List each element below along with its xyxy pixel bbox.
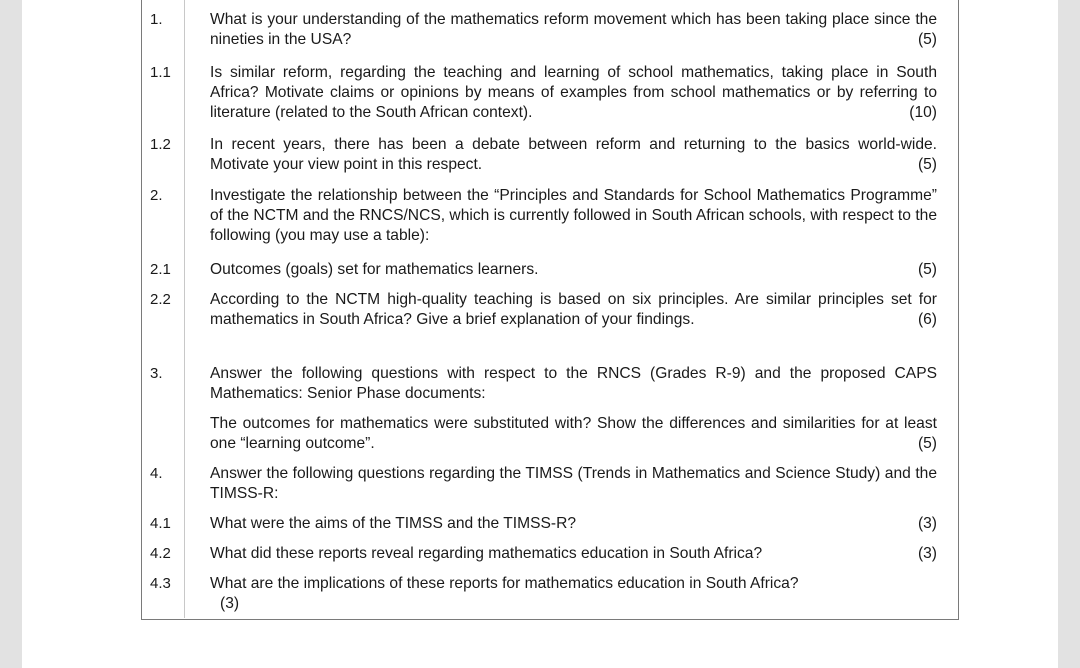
question-number: 4.3 — [150, 575, 171, 592]
question-marks: (3) — [220, 595, 240, 612]
question-number: 1.2 — [150, 136, 171, 153]
column-divider — [184, 0, 185, 618]
question-marks: (5) — [917, 156, 937, 173]
question-marks: (5) — [917, 435, 937, 452]
question-text: The outcomes for mathematics were substituted with? Show the differences and similarities for at least one “learning outcome”. — [210, 415, 937, 452]
question-number: 2.1 — [150, 261, 171, 278]
question-marks: (3) — [917, 545, 937, 562]
question-number: 3. — [150, 365, 163, 382]
question-marks: (5) — [917, 261, 937, 278]
question-number: 1.1 — [150, 64, 171, 81]
question-text: What did these reports reveal regarding mathematics education in South Africa? — [210, 545, 763, 562]
question-text: Answer the following questions regarding the TIMSS (Trends in Mathematics and Science Study) and the TIMSS-R: — [210, 465, 937, 502]
question-text: What is your understanding of the mathematics reform movement which has been taking place since the nineties in the USA? — [210, 11, 937, 48]
question-text: According to the NCTM high-quality teaching is based on six principles. Are similar principles set for mathematics in South Africa? Give a brief explanation of your findings. — [210, 291, 937, 328]
question-number: 4.2 — [150, 545, 171, 562]
question-text: Answer the following questions with respect to the RNCS (Grades R-9) and the proposed CAPS Mathematics: Senior Phase documents: — [210, 365, 937, 402]
question-number: 4. — [150, 465, 163, 482]
question-number: 2. — [150, 187, 163, 204]
question-marks: (3) — [917, 515, 937, 532]
question-table — [141, 0, 959, 620]
question-marks: (10) — [909, 104, 937, 121]
document-page — [22, 0, 1058, 668]
question-text: Investigate the relationship between the “Principles and Standards for School Mathematics Programme” of the NCTM and the RNCS/NCS, which is currently followed in South African schools, with respect to the following (you may use a table): — [210, 187, 937, 244]
question-text: What were the aims of the TIMSS and the TIMSS-R? — [210, 515, 577, 532]
question-marks: (5) — [917, 31, 937, 48]
question-text: What are the implications of these reports for mathematics education in South Africa? — [210, 575, 799, 592]
question-text: Outcomes (goals) set for mathematics learners. — [210, 261, 539, 278]
question-number: 1. — [150, 11, 163, 28]
question-number: 2.2 — [150, 291, 171, 308]
question-text: In recent years, there has been a debate between reform and returning to the basics world-wide. Motivate your view point in this respect. — [210, 136, 937, 173]
question-marks: (6) — [917, 311, 937, 328]
question-text: Is similar reform, regarding the teaching and learning of school mathematics, taking place in South Africa? Motivate claims or opinions by means of examples from school mathematics or by referring to literature (related to the South African context). — [210, 64, 937, 121]
question-number: 4.1 — [150, 515, 171, 532]
